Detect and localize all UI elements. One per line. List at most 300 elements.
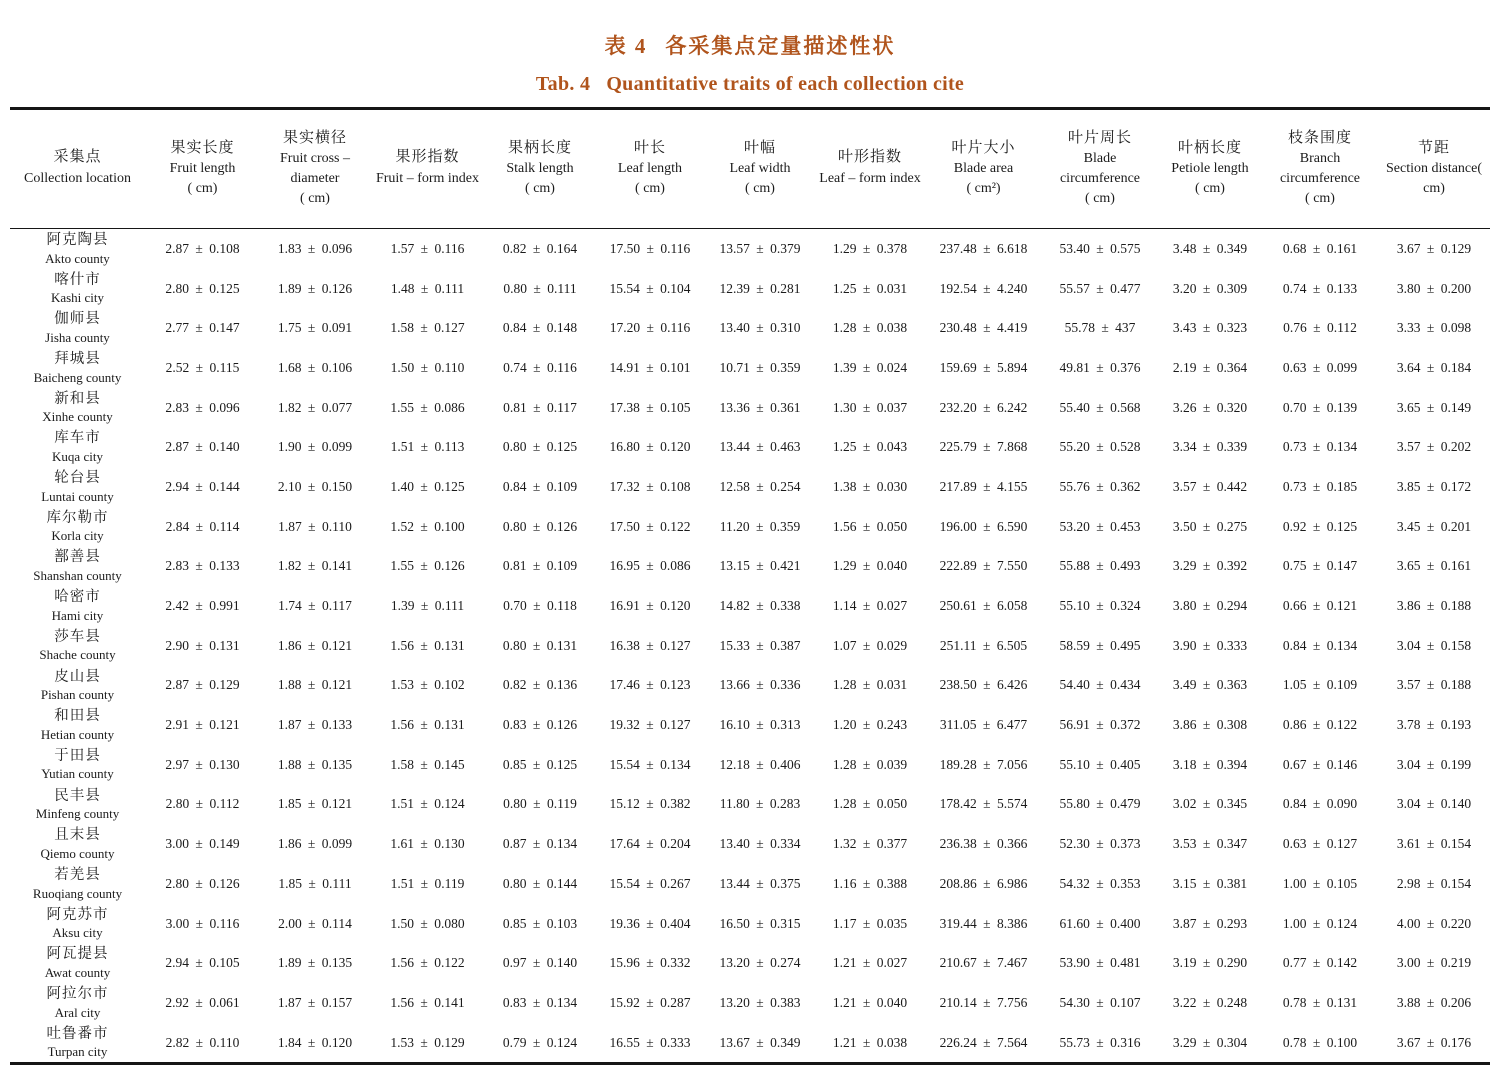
data-cell: 0.85 ± 0.103 (502, 915, 578, 931)
data-cell: 1.89 ± 0.135 (277, 955, 353, 971)
data-cell: 3.48 ± 0.349 (1172, 240, 1248, 256)
location-name-zh: 哈密市 (54, 589, 101, 606)
location-name-en: Xinhe county (42, 409, 113, 425)
row-location (10, 388, 145, 428)
data-cell: 2.90 ± 0.131 (165, 637, 240, 653)
data-cell: 1.74 ± 0.117 (278, 598, 352, 614)
data-cell: 55.20 ± 0.528 (1059, 439, 1141, 455)
data-cell: 1.20 ± 0.243 (832, 717, 908, 733)
data-cell: 1.87 ± 0.110 (278, 518, 352, 534)
data-cell: 236.38 ± 0.366 (939, 836, 1028, 852)
data-cell: 55.88 ± 0.493 (1059, 558, 1141, 574)
row-location (10, 547, 145, 587)
data-cell: 15.54 ± 0.104 (609, 280, 691, 296)
data-cell: 1.29 ± 0.040 (832, 558, 908, 574)
data-cell: 1.25 ± 0.043 (832, 439, 908, 455)
data-cell: 3.04 ± 0.158 (1396, 637, 1472, 653)
data-cell: 2.82 ± 0.110 (165, 1034, 240, 1050)
data-cell: 3.33 ± 0.098 (1396, 320, 1472, 336)
location-name-en: Yutian county (41, 766, 114, 782)
location-name-zh: 且末县 (54, 827, 101, 844)
data-cell: 17.50 ± 0.116 (609, 240, 691, 256)
table-row (10, 785, 1490, 825)
data-cell: 225.79 ± 7.868 (939, 439, 1028, 455)
data-cell: 19.32 ± 0.127 (609, 717, 691, 733)
row-location (10, 666, 145, 706)
data-cell: 0.82 ± 0.164 (502, 240, 578, 256)
data-cell: 17.20 ± 0.116 (609, 320, 691, 336)
data-cell: 1.25 ± 0.031 (832, 280, 908, 296)
table-row (10, 348, 1490, 388)
location-name-en: Kuqa city (52, 448, 103, 464)
table-title-zh (0, 0, 1500, 60)
data-cell: 13.36 ± 0.361 (719, 399, 801, 415)
column-header-zh: 采集点 (53, 149, 102, 166)
row-location (10, 824, 145, 864)
data-cell: 16.95 ± 0.086 (609, 558, 691, 574)
data-cell: 2.00 ± 0.114 (278, 915, 352, 931)
data-cell: 1.53 ± 0.102 (390, 677, 465, 693)
data-cell: 3.29 ± 0.304 (1172, 1034, 1248, 1050)
data-cell: 3.29 ± 0.392 (1172, 558, 1248, 574)
column-header-unit: ( cm) (1305, 190, 1335, 206)
data-cell: 0.80 ± 0.125 (502, 439, 578, 455)
data-cell: 0.73 ± 0.185 (1282, 478, 1358, 494)
data-cell: 3.45 ± 0.201 (1396, 518, 1472, 534)
column-header-en: Collection location (24, 171, 131, 187)
data-cell: 1.58 ± 0.127 (390, 320, 465, 336)
column-header-8 (925, 109, 1042, 229)
data-cell: 11.20 ± 0.359 (719, 518, 801, 534)
table-header (10, 109, 1490, 229)
data-cell: 1.85 ± 0.121 (277, 796, 353, 812)
data-cell: 3.57 ± 0.202 (1396, 439, 1472, 455)
data-cell: 2.87 ± 0.108 (165, 240, 240, 256)
column-header-en: Blade circumference (1059, 151, 1141, 187)
location-name-en: Turpan city (47, 1044, 108, 1060)
data-cell: 1.38 ± 0.030 (832, 478, 908, 494)
data-cell: 1.16 ± 0.388 (832, 875, 908, 891)
data-cell: 1.57 ± 0.116 (390, 240, 465, 256)
column-header-zh: 叶片周长 (1067, 129, 1132, 146)
data-cell: 1.17 ± 0.035 (832, 915, 908, 931)
data-cell: 3.49 ± 0.363 (1172, 677, 1248, 693)
column-header-en: Leaf length (617, 161, 683, 177)
column-header-en: Branch circumference (1279, 151, 1361, 187)
data-cell: 1.88 ± 0.135 (277, 756, 353, 772)
data-cell: 1.75 ± 0.091 (277, 320, 353, 336)
data-cell: 232.20 ± 6.242 (939, 399, 1028, 415)
location-name-zh: 若羌县 (54, 866, 101, 883)
table-row (10, 943, 1490, 983)
table-row (10, 427, 1490, 467)
table-row (10, 269, 1490, 309)
column-header-zh: 叶柄长度 (1177, 139, 1242, 156)
data-cell: 3.02 ± 0.345 (1172, 796, 1248, 812)
data-cell: 238.50 ± 6.426 (939, 677, 1028, 693)
data-cell: 3.57 ± 0.442 (1172, 478, 1248, 494)
location-name-en: Awat county (44, 964, 111, 980)
data-cell: 1.00 ± 0.124 (1282, 915, 1358, 931)
column-header-3 (370, 109, 485, 229)
data-cell: 17.46 ± 0.123 (609, 677, 691, 693)
data-cell: 1.28 ± 0.039 (832, 756, 908, 772)
data-cell: 2.92 ± 0.061 (165, 994, 240, 1010)
data-cell: 0.73 ± 0.134 (1282, 439, 1358, 455)
row-location (10, 507, 145, 547)
column-header-en: Blade area (953, 161, 1014, 177)
location-name-zh: 吐鲁番市 (46, 1025, 109, 1042)
data-cell: 56.91 ± 0.372 (1059, 717, 1141, 733)
data-cell: 1.28 ± 0.050 (832, 796, 908, 812)
data-cell: 3.85 ± 0.172 (1396, 478, 1472, 494)
data-cell: 1.28 ± 0.038 (832, 320, 908, 336)
data-cell: 2.80 ± 0.125 (165, 280, 240, 296)
data-cell: 11.80 ± 0.283 (719, 796, 801, 812)
data-cell: 15.96 ± 0.332 (609, 955, 691, 971)
column-header-unit: ( cm) (635, 180, 665, 196)
data-cell: 208.86 ± 6.986 (939, 875, 1028, 891)
row-location (10, 943, 145, 983)
data-cell: 3.86 ± 0.308 (1172, 717, 1248, 733)
location-name-en: Hami city (51, 607, 104, 623)
location-name-en: Aral city (54, 1004, 101, 1020)
data-cell: 1.61 ± 0.130 (390, 836, 465, 852)
column-header-unit: ( cm) (525, 180, 555, 196)
data-cell: 1.07 ± 0.029 (832, 637, 908, 653)
row-location (10, 1023, 145, 1064)
data-cell: 1.56 ± 0.131 (390, 717, 465, 733)
data-cell: 3.78 ± 0.193 (1396, 717, 1472, 733)
data-cell: 251.11 ± 6.505 (939, 637, 1028, 653)
location-name-zh: 轮台县 (54, 470, 101, 487)
location-name-en: Aksu city (52, 925, 103, 941)
data-cell: 55.73 ± 0.316 (1059, 1034, 1141, 1050)
data-cell: 0.82 ± 0.136 (502, 677, 578, 693)
data-cell: 0.79 ± 0.124 (502, 1034, 578, 1050)
data-cell: 15.54 ± 0.267 (609, 875, 691, 891)
data-cell: 0.85 ± 0.125 (502, 756, 578, 772)
row-location (10, 586, 145, 626)
column-header-zh: 叶片大小 (951, 139, 1016, 156)
data-cell: 1.50 ± 0.110 (390, 359, 465, 375)
data-cell: 1.21 ± 0.038 (832, 1034, 908, 1050)
data-cell: 13.40 ± 0.334 (719, 836, 801, 852)
column-header-unit: ( cm) (1085, 190, 1115, 206)
row-location (10, 904, 145, 944)
data-cell: 2.80 ± 0.126 (165, 875, 240, 891)
column-header-4 (485, 109, 595, 229)
data-cell: 17.50 ± 0.122 (609, 518, 691, 534)
location-name-en: Kashi city (50, 290, 105, 306)
data-cell: 2.97 ± 0.130 (165, 756, 240, 772)
data-cell: 0.80 ± 0.131 (502, 637, 578, 653)
location-name-en: Shanshan county (33, 568, 122, 583)
location-name-zh: 阿拉尔市 (46, 986, 109, 1002)
data-cell: 1.90 ± 0.099 (277, 439, 353, 455)
data-cell: 1.32 ± 0.377 (832, 836, 908, 852)
location-name-zh: 于田县 (54, 747, 101, 764)
data-cell: 15.92 ± 0.287 (609, 994, 691, 1010)
location-name-zh: 皮山县 (54, 668, 101, 685)
data-cell: 1.39 ± 0.111 (390, 598, 465, 614)
data-cell: 0.84 ± 0.109 (502, 478, 578, 494)
data-cell: 159.69 ± 5.894 (939, 359, 1028, 375)
location-name-zh: 新和县 (54, 390, 101, 407)
column-header-unit: ( cm²) (966, 180, 1001, 196)
data-cell: 2.87 ± 0.129 (165, 677, 240, 693)
data-cell: 13.44 ± 0.375 (719, 875, 801, 891)
data-cell: 1.39 ± 0.024 (832, 359, 908, 375)
data-cell: 210.67 ± 7.467 (939, 955, 1028, 971)
location-name-en: Akto county (45, 250, 110, 266)
column-header-zh: 枝条围度 (1287, 129, 1352, 146)
table-row (10, 586, 1490, 626)
data-cell: 3.04 ± 0.199 (1396, 756, 1472, 772)
column-header-zh: 果形指数 (395, 149, 460, 166)
row-location (10, 785, 145, 825)
row-location (10, 348, 145, 388)
location-name-en: Pishan county (40, 687, 115, 703)
data-cell: 1.87 ± 0.157 (277, 994, 353, 1010)
data-cell: 2.19 ± 0.364 (1172, 359, 1248, 375)
data-cell: 0.66 ± 0.121 (1282, 598, 1358, 614)
location-name-zh: 拜城县 (54, 351, 101, 367)
data-cell: 0.80 ± 0.144 (502, 875, 578, 891)
data-cell: 3.65 ± 0.161 (1396, 558, 1472, 574)
data-cell: 0.81 ± 0.117 (503, 399, 577, 415)
data-cell: 1.89 ± 0.126 (277, 280, 353, 296)
data-cell: 2.94 ± 0.144 (165, 478, 240, 494)
location-name-en: Jisha county (45, 329, 110, 345)
data-cell: 1.29 ± 0.378 (832, 240, 908, 256)
data-cell: 2.94 ± 0.105 (165, 955, 240, 971)
data-cell: 3.00 ± 0.116 (165, 915, 240, 931)
data-cell: 2.80 ± 0.112 (165, 796, 240, 812)
location-name-zh: 伽师县 (54, 311, 101, 328)
location-name-zh: 喀什市 (54, 271, 101, 288)
data-cell: 49.81 ± 0.376 (1059, 359, 1141, 375)
data-cell: 230.48 ± 4.419 (939, 320, 1028, 336)
column-header-zh: 叶长 (633, 139, 666, 156)
data-cell: 3.50 ± 0.275 (1172, 518, 1248, 534)
location-name-zh: 阿克陶县 (46, 231, 109, 248)
row-location (10, 864, 145, 904)
column-header-2 (260, 109, 370, 229)
column-header-6 (705, 109, 815, 229)
column-header-collection-location (10, 109, 145, 229)
data-cell: 0.78 ± 0.131 (1282, 994, 1358, 1010)
data-cell: 0.84 ± 0.148 (502, 320, 578, 336)
data-cell: 3.34 ± 0.339 (1172, 439, 1248, 455)
table-row (10, 626, 1490, 666)
table-title-en (0, 73, 1500, 96)
data-cell: 3.86 ± 0.188 (1396, 598, 1472, 614)
data-cell: 54.32 ± 0.353 (1059, 875, 1141, 891)
data-cell: 12.18 ± 0.406 (719, 756, 801, 772)
data-cell: 0.63 ± 0.099 (1282, 359, 1358, 375)
data-cell: 1.28 ± 0.031 (832, 677, 908, 693)
column-header-10 (1158, 109, 1262, 229)
data-cell: 226.24 ± 7.564 (939, 1034, 1028, 1050)
row-location (10, 308, 145, 348)
column-header-en: Leaf width (729, 161, 791, 177)
data-cell: 0.74 ± 0.133 (1282, 280, 1358, 296)
data-cell: 1.82 ± 0.077 (277, 399, 353, 415)
data-cell: 0.68 ± 0.161 (1282, 240, 1358, 256)
data-cell: 1.56 ± 0.131 (390, 637, 465, 653)
data-cell: 1.55 ± 0.086 (390, 399, 465, 415)
data-cell: 0.74 ± 0.116 (503, 359, 577, 375)
data-cell: 3.67 ± 0.129 (1396, 240, 1472, 256)
data-cell: 3.26 ± 0.320 (1172, 399, 1248, 415)
location-name-zh: 和田县 (54, 708, 101, 725)
column-header-7 (815, 109, 925, 229)
data-cell: 10.71 ± 0.359 (719, 359, 801, 375)
data-cell: 0.83 ± 0.126 (502, 717, 578, 733)
data-cell: 54.30 ± 0.107 (1059, 994, 1141, 1010)
data-cell: 1.55 ± 0.126 (390, 558, 465, 574)
row-location (10, 626, 145, 666)
location-name-en: Qiemo county (40, 845, 115, 861)
data-cell: 1.50 ± 0.080 (390, 915, 465, 931)
data-cell: 16.80 ± 0.120 (609, 439, 691, 455)
column-header-unit: ( cm) (1195, 180, 1225, 196)
data-cell: 15.12 ± 0.382 (609, 796, 691, 812)
data-cell: 3.18 ± 0.394 (1172, 756, 1248, 772)
data-cell: 0.70 ± 0.139 (1282, 399, 1358, 415)
data-cell: 2.52 ± 0.115 (165, 359, 240, 375)
data-cell: 192.54 ± 4.240 (939, 280, 1028, 296)
table-row (10, 547, 1490, 587)
data-cell: 16.91 ± 0.120 (609, 598, 691, 614)
table-row (10, 666, 1490, 706)
data-cell: 13.20 ± 0.383 (719, 994, 801, 1010)
data-cell: 0.75 ± 0.147 (1282, 558, 1358, 574)
table-row (10, 983, 1490, 1023)
table-row (10, 745, 1490, 785)
data-cell: 2.83 ± 0.096 (165, 399, 240, 415)
data-cell: 17.64 ± 0.204 (609, 836, 691, 852)
data-cell: 19.36 ± 0.404 (609, 915, 691, 931)
data-cell: 222.89 ± 7.550 (939, 558, 1028, 574)
data-cell: 1.86 ± 0.121 (277, 637, 353, 653)
data-cell: 16.50 ± 0.315 (719, 915, 801, 931)
data-cell: 189.28 ± 7.056 (939, 756, 1028, 772)
data-cell: 0.80 ± 0.126 (502, 518, 578, 534)
table-title-en-text: Quantitative traits of each collection cite (606, 73, 965, 95)
location-name-zh: 莎车县 (54, 628, 101, 645)
data-cell: 1.30 ± 0.037 (832, 399, 908, 415)
table-row (10, 308, 1490, 348)
row-location (10, 983, 145, 1023)
data-cell: 15.33 ± 0.387 (719, 637, 801, 653)
data-cell: 0.67 ± 0.146 (1282, 756, 1358, 772)
quantitative-traits-table (10, 107, 1490, 1065)
data-cell: 13.57 ± 0.379 (719, 240, 801, 256)
data-cell: 0.81 ± 0.109 (502, 558, 578, 574)
data-cell: 13.15 ± 0.421 (719, 558, 801, 574)
data-cell: 3.04 ± 0.140 (1396, 796, 1472, 812)
column-header-zh: 果实长度 (170, 139, 235, 156)
row-location (10, 427, 145, 467)
column-header-en: Leaf – form index (819, 171, 921, 187)
data-cell: 3.19 ± 0.290 (1172, 955, 1248, 971)
table-title-en-number: Tab. 4 (535, 73, 591, 95)
data-cell: 0.80 ± 0.111 (503, 280, 577, 296)
data-cell: 55.57 ± 0.477 (1059, 280, 1141, 296)
column-header-en: Fruit length (169, 161, 236, 177)
data-cell: 3.57 ± 0.188 (1396, 677, 1472, 693)
data-cell: 53.90 ± 0.481 (1059, 955, 1141, 971)
data-cell: 1.56 ± 0.050 (832, 518, 908, 534)
data-cell: 55.76 ± 0.362 (1059, 478, 1141, 494)
data-cell: 61.60 ± 0.400 (1059, 915, 1141, 931)
data-cell: 1.86 ± 0.099 (277, 836, 353, 852)
data-cell: 1.58 ± 0.145 (390, 756, 465, 772)
data-cell: 0.83 ± 0.134 (502, 994, 578, 1010)
data-cell: 0.86 ± 0.122 (1282, 717, 1358, 733)
table-row (10, 904, 1490, 944)
data-cell: 3.90 ± 0.333 (1172, 637, 1248, 653)
data-cell: 3.22 ± 0.248 (1172, 994, 1248, 1010)
data-cell: 1.52 ± 0.100 (390, 518, 465, 534)
data-cell: 16.38 ± 0.127 (609, 637, 691, 653)
data-cell: 0.76 ± 0.112 (1283, 320, 1357, 336)
data-cell: 1.51 ± 0.113 (390, 439, 465, 455)
data-cell: 3.88 ± 0.206 (1396, 994, 1472, 1010)
location-name-zh: 库车市 (54, 430, 101, 447)
data-cell: 3.00 ± 0.219 (1396, 955, 1472, 971)
data-cell: 0.92 ± 0.125 (1282, 518, 1358, 534)
data-cell: 0.84 ± 0.090 (1282, 796, 1358, 812)
data-cell: 3.67 ± 0.176 (1396, 1034, 1472, 1050)
data-cell: 3.87 ± 0.293 (1172, 915, 1248, 931)
location-name-en: Hetian county (40, 726, 115, 742)
column-header-zh: 叶形指数 (837, 149, 902, 166)
data-cell: 54.40 ± 0.434 (1059, 677, 1141, 693)
data-cell: 0.84 ± 0.134 (1282, 637, 1358, 653)
column-header-9 (1042, 109, 1158, 229)
data-cell: 1.21 ± 0.027 (832, 955, 908, 971)
data-cell: 58.59 ± 0.495 (1059, 637, 1141, 653)
column-header-en: Petiole length (1171, 161, 1249, 177)
data-cell: 210.14 ± 7.756 (939, 994, 1028, 1010)
data-cell: 13.67 ± 0.349 (719, 1034, 801, 1050)
location-name-zh: 阿瓦提县 (46, 946, 109, 963)
column-header-zh: 叶幅 (743, 139, 776, 156)
column-header-11 (1262, 109, 1378, 229)
column-header-en: Fruit cross – diameter (280, 151, 350, 187)
column-header-en: Section distance( cm) (1385, 161, 1483, 196)
data-cell: 311.05 ± 6.477 (939, 717, 1028, 733)
data-cell: 13.20 ± 0.274 (719, 955, 801, 971)
data-cell: 2.10 ± 0.150 (277, 478, 353, 494)
column-header-en: Stalk length (506, 161, 574, 177)
data-cell: 250.61 ± 6.058 (939, 598, 1028, 614)
data-cell: 1.21 ± 0.040 (832, 994, 908, 1010)
column-header-unit: ( cm) (187, 180, 218, 196)
data-cell: 217.89 ± 4.155 (939, 478, 1028, 494)
table-title-zh-number: 表 4 (604, 34, 648, 58)
data-cell: 1.56 ± 0.141 (390, 994, 465, 1010)
column-header-zh: 节距 (1417, 139, 1450, 156)
data-cell: 1.88 ± 0.121 (277, 677, 353, 693)
data-cell: 16.10 ± 0.313 (719, 717, 801, 733)
data-cell: 1.05 ± 0.109 (1282, 677, 1358, 693)
location-name-en: Minfeng county (35, 806, 120, 822)
data-cell: 1.87 ± 0.133 (277, 717, 353, 733)
